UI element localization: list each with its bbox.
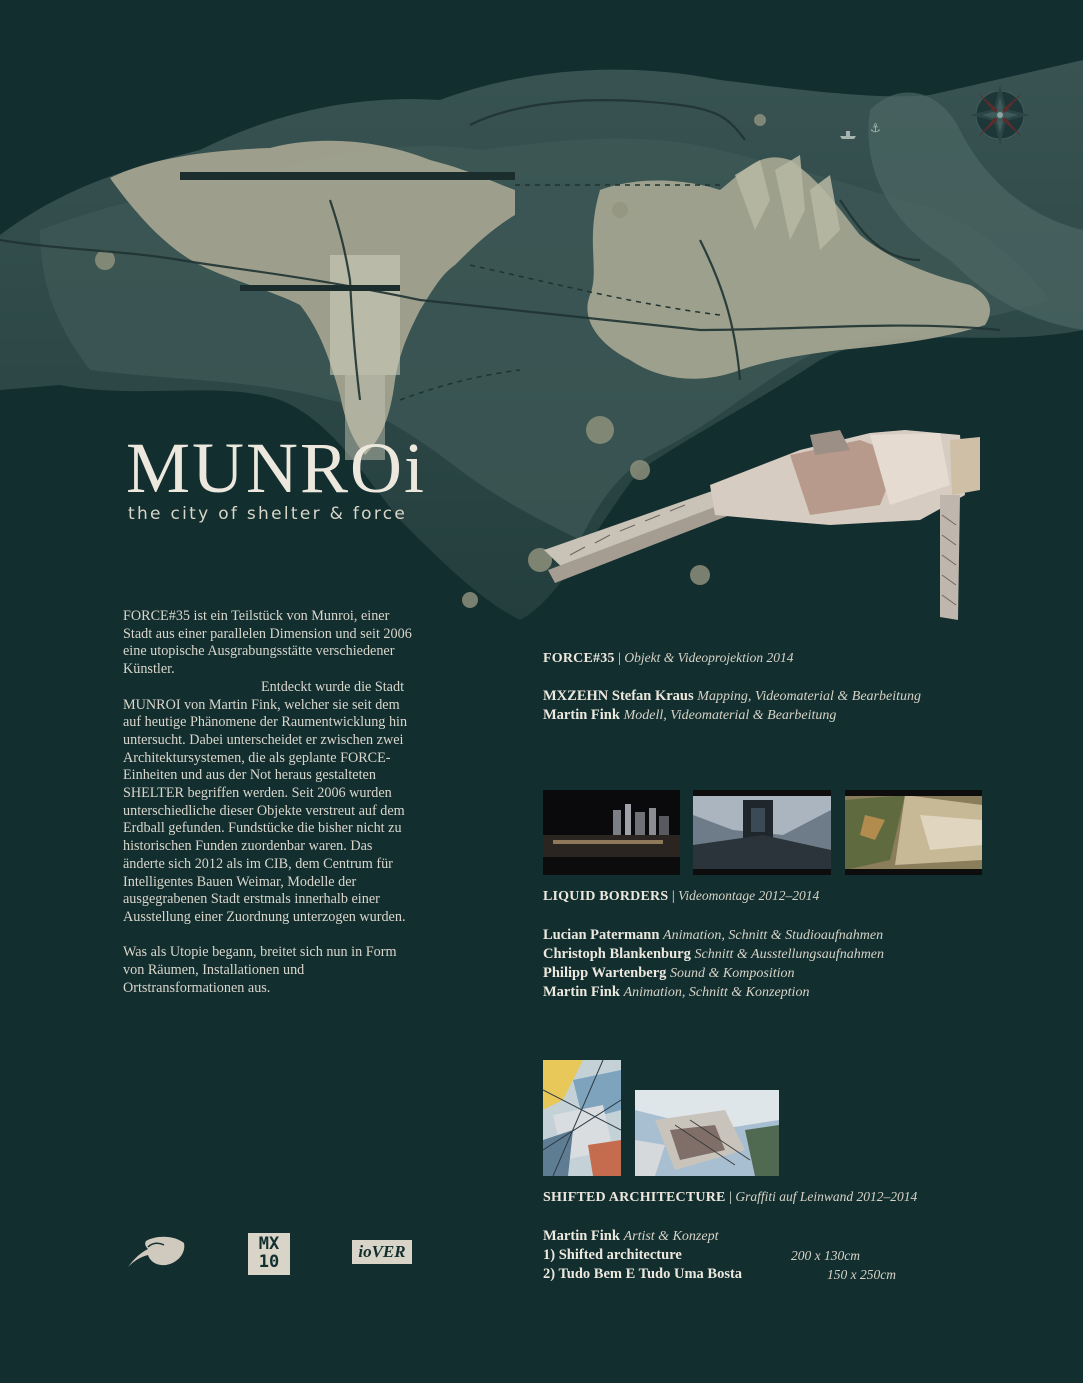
- mx10-logo: [248, 1233, 290, 1275]
- credit-row: [543, 706, 921, 725]
- intro-paragraph-1: FORCE#35 ist ein Teilstück von Munroi, einer Stadt aus einer parallelen Dimension und seit 2006 eine utopische Ausgrabungsstätte verschiedener Künstler.: [123, 608, 412, 678]
- liquid-borders-separator: |: [671, 889, 675, 904]
- intro-paragraph-2-text: Entdeckt wurde die Stadt MUNROI von Martin Fink, welcher sie seit dem auf heutige Phänomene der Raumentwicklung hin untersucht. Dabei unterscheidet er zwischen zwei Architektursystemen, die als geplante FORCE-Einheiten und aus der Not heraus gestalteten SHELTER begriffen werden. Seit 2006 wurden unterschiedliche dieser Objekte verstreut auf dem Erdball gefunden. Fundstücke die bisher nicht zu historischen Funden zuordenbar waren. Das änderte sich 2012 als im CIB, dem Centrum für Intelligentes Bauen Weimar, Modelle der ausgegrabenen Stadt erstmals innerhalb einer Ausstellung einer Zuordnung unterzogen wurden.: [123, 678, 408, 925]
- credit-row: [543, 964, 884, 983]
- credit-name: Martin Fink: [543, 1228, 620, 1244]
- highway: [180, 172, 515, 180]
- credit-row: [543, 926, 884, 945]
- work-row: [543, 1265, 943, 1284]
- intro-text: [123, 608, 417, 1015]
- anchor-icon: [870, 121, 881, 135]
- liquid-borders-credits: [543, 926, 884, 1002]
- credit-role: Animation, Schnitt & Konzeption: [623, 985, 810, 1000]
- force35-separator: |: [618, 651, 621, 666]
- shifted-title: SHIFTED ARCHITECTURE: [543, 1190, 726, 1205]
- video-still-1: [543, 790, 680, 875]
- credit-name: Martin Fink: [543, 984, 620, 1000]
- credit-name: Martin Fink: [543, 707, 620, 723]
- bird-logo-icon: [126, 1233, 188, 1271]
- central-axis: [330, 255, 400, 375]
- work-size: 150 x 250cm: [827, 1267, 896, 1282]
- credit-name: Philipp Wartenberg: [543, 965, 667, 981]
- shifted-subtitle: Graffiti auf Leinwand 2012–2014: [735, 1189, 918, 1204]
- shifted-heading: [543, 1189, 917, 1206]
- highway-south: [240, 285, 400, 291]
- isover-logo: [352, 1240, 412, 1264]
- credit-role: Modell, Videomaterial & Bearbeitung: [623, 708, 837, 723]
- mx10-logo-top: MX: [258, 1234, 280, 1254]
- force35-title: FORCE#35: [543, 651, 615, 666]
- liquid-borders-title: LIQUID BORDERS: [543, 889, 669, 904]
- credit-role: Mapping, Videomaterial & Bearbeitung: [697, 689, 921, 704]
- credit-row: [543, 687, 921, 706]
- isover-logo-text: ioVER: [358, 1242, 406, 1261]
- force35-object-render: [540, 425, 985, 625]
- credit-row: [543, 983, 884, 1002]
- credit-name: MXZEHN Stefan Kraus: [543, 688, 694, 704]
- force35-heading: [543, 650, 794, 667]
- credit-role: Sound & Komposition: [670, 966, 795, 981]
- svg-text:⚓: ⚓: [870, 121, 881, 135]
- shifted-credits: [543, 1227, 943, 1284]
- work-title: 2) Tudo Bem E Tudo Uma Bosta: [543, 1266, 743, 1282]
- credit-name: Christoph Blankenburg: [543, 946, 691, 962]
- compass-rose-icon: [970, 85, 1030, 145]
- credit-row: [543, 1227, 943, 1246]
- liquid-borders-subtitle: Videomontage 2012–2014: [678, 888, 820, 903]
- force35-subtitle: Objekt & Videoprojektion 2014: [624, 650, 794, 665]
- shifted-separator: |: [729, 1190, 732, 1205]
- intro-paragraph-3: Was als Utopie begann, breitet sich nun in Form von Räumen, Installationen und Ortstransformationen aus.: [123, 944, 397, 996]
- credit-role: Animation, Schnitt & Studioaufnahmen: [663, 928, 884, 943]
- poster-subtitle: the city of shelter & force: [128, 504, 408, 524]
- liquid-borders-heading: [543, 888, 819, 905]
- mx10-logo-bottom: 10: [258, 1252, 280, 1272]
- work-row: [543, 1246, 943, 1265]
- force35-credits: [543, 687, 921, 725]
- video-still-2: [693, 790, 831, 875]
- painting-tudo-bem: [635, 1090, 779, 1176]
- intro-paragraph-2: [123, 679, 417, 927]
- credit-name: Lucian Patermann: [543, 927, 660, 943]
- credit-row: [543, 945, 884, 964]
- poster-title: MUNROi: [126, 428, 427, 508]
- work-title: 1) Shifted architecture: [543, 1247, 682, 1263]
- credit-role: Schnitt & Ausstellungsaufnahmen: [694, 947, 885, 962]
- credit-role: Artist & Konzept: [623, 1229, 719, 1244]
- work-size: 200 x 130cm: [791, 1248, 860, 1263]
- painting-shifted-architecture: [543, 1060, 621, 1176]
- video-still-3: [845, 790, 982, 875]
